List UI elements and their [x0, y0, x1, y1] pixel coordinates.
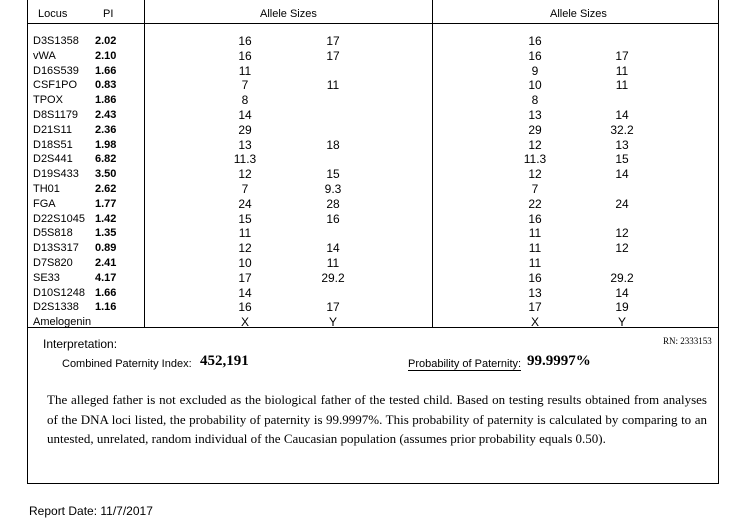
pi-value: 4.17 — [95, 271, 117, 284]
allele-value: 28 — [326, 196, 340, 211]
column-divider-1 — [144, 0, 145, 328]
allele-value: 9.3 — [324, 182, 342, 196]
allele-value: 13 — [528, 108, 542, 122]
allele-value: 12 — [528, 167, 542, 182]
allele-value: 24 — [238, 196, 252, 211]
allele-value: 11 — [238, 226, 252, 241]
allele-value: 12 — [615, 226, 629, 241]
locus-name: TPOX — [33, 94, 63, 107]
allele-value: 15 — [326, 167, 340, 182]
allele-value: 11 — [528, 241, 542, 256]
allele-value: 9 — [531, 63, 539, 78]
locus-name: D10S1248 — [33, 286, 85, 299]
allele-value: 12 — [238, 167, 252, 182]
allele-value: 11 — [326, 78, 340, 93]
locus-name: SE33 — [33, 271, 60, 284]
header-locus: Locus — [38, 8, 68, 20]
allele-value: 11 — [326, 256, 340, 270]
record-number: RN: 2333153 — [663, 336, 712, 346]
allele-value: 11 — [615, 78, 629, 93]
allele-value: 13 — [528, 285, 542, 300]
locus-name: D3S1358 — [33, 35, 79, 47]
allele-value: 7 — [531, 182, 539, 196]
locus-name: D8S1179 — [33, 109, 79, 121]
pi-value: 2.36 — [95, 123, 117, 136]
allele-value: 14 — [238, 108, 252, 122]
allele-value: 22 — [528, 196, 542, 211]
pi-value: 3.50 — [95, 168, 117, 181]
probability-label: Probability of Paternity: — [408, 358, 522, 370]
header-allele-sizes-left: Allele Sizes — [260, 8, 317, 20]
allele-value: 12 — [238, 241, 252, 256]
locus-name: D22S1045 — [33, 212, 85, 225]
locus-name: CSF1PO — [33, 79, 78, 92]
locus-name: D18S51 — [33, 138, 73, 151]
interpretation-paragraph: The alleged father is not excluded as the biological father of the tested child. Based on testing results obtained from analyses of the DNA loci listed, the probability of paternity is 99.9997%. This probability of paternity is calculated by comparing to an untested, unrelated, random individual of the Caucasian population (assumes prior probability equals 0.50). — [47, 392, 707, 446]
locus-name: D7S820 — [33, 257, 73, 269]
allele-value: 14 — [615, 108, 629, 122]
locus-name: vWA — [33, 49, 56, 62]
allele-value: 13 — [615, 137, 629, 152]
allele-value: 18 — [326, 137, 340, 152]
allele-value: 17 — [615, 48, 629, 63]
locus-name: D16S539 — [33, 64, 79, 77]
allele-value: 12 — [528, 137, 542, 152]
allele-value: 16 — [528, 48, 542, 63]
allele-value: 8 — [531, 93, 539, 108]
allele-value: 11 — [238, 63, 252, 78]
pi-value: 2.41 — [95, 257, 117, 269]
allele-value: 8 — [241, 93, 249, 108]
allele-value: 15 — [238, 211, 252, 226]
locus-name: D21S11 — [33, 123, 72, 136]
allele-value: 16 — [238, 34, 252, 48]
column-divider-2 — [432, 0, 433, 328]
allele-value: 10 — [238, 256, 252, 270]
allele-value: 17 — [326, 300, 340, 315]
locus-name: Amelogenin — [33, 316, 92, 329]
pi-value: 1.98 — [95, 138, 117, 151]
pi-value: 1.42 — [95, 212, 117, 225]
pi-value: 2.10 — [95, 49, 117, 62]
pi-value: 2.43 — [95, 109, 117, 121]
allele-value: 16 — [528, 270, 542, 285]
locus-name: D19S433 — [33, 168, 79, 181]
allele-value: 16 — [238, 48, 252, 63]
allele-value: 15 — [615, 152, 629, 167]
allele-value: 14 — [615, 167, 629, 182]
pi-value: 2.62 — [95, 183, 117, 195]
allele-value: 13 — [238, 137, 252, 152]
allele-value: 10 — [528, 78, 542, 93]
allele-value: X — [240, 315, 249, 330]
allele-value: Y — [617, 315, 626, 330]
cpi-label: Combined Paternity Index: — [62, 358, 192, 370]
interpretation-label: Interpretation: — [43, 337, 118, 351]
allele-value: 11.3 — [523, 152, 547, 167]
locus-name: TH01 — [33, 183, 60, 195]
locus-name: D2S441 — [33, 153, 73, 166]
locus-name: FGA — [33, 197, 56, 210]
header-allele-sizes-right: Allele Sizes — [550, 8, 607, 20]
pi-value: 2.02 — [95, 35, 117, 47]
locus-name: D13S317 — [33, 242, 79, 255]
allele-value: 11 — [615, 63, 629, 78]
allele-value: 16 — [528, 211, 542, 226]
allele-value: 19 — [615, 300, 629, 315]
pi-value: 0.89 — [95, 242, 117, 255]
header-bottom-rule — [27, 23, 719, 24]
pi-value: 1.66 — [95, 286, 117, 299]
allele-value: 11.3 — [233, 152, 257, 167]
pi-value: 0.83 — [95, 79, 117, 92]
pi-value: 1.66 — [95, 64, 117, 77]
allele-value: 17 — [326, 48, 340, 63]
allele-value: X — [530, 315, 539, 330]
allele-value: 11 — [528, 256, 542, 270]
allele-value: Y — [328, 315, 337, 330]
allele-value: 16 — [528, 34, 542, 48]
pi-value: 1.16 — [95, 301, 117, 314]
allele-value: 17 — [326, 34, 340, 48]
allele-value: 14 — [326, 241, 340, 256]
allele-value: 29.2 — [610, 270, 634, 285]
allele-value: 17 — [528, 300, 542, 315]
allele-value: 12 — [615, 241, 629, 256]
probability-value: 99.9997% — [527, 353, 591, 369]
allele-value: 14 — [615, 285, 629, 300]
pi-value: 1.77 — [95, 197, 117, 210]
report-date: Report Date: 11/7/2017 — [29, 504, 153, 518]
allele-value: 29 — [528, 122, 542, 137]
pi-value: 1.35 — [95, 227, 117, 240]
allele-value: 14 — [238, 285, 252, 300]
pi-value: 6.82 — [95, 153, 117, 166]
allele-value: 29 — [238, 122, 252, 137]
header-pi: PI — [103, 8, 114, 20]
allele-value: 16 — [326, 211, 340, 226]
allele-value: 24 — [615, 196, 629, 211]
allele-value: 29.2 — [321, 270, 345, 285]
cpi-value: 452,191 — [200, 353, 249, 369]
locus-name: D5S818 — [33, 227, 73, 240]
allele-value: 7 — [241, 182, 249, 196]
allele-value: 16 — [238, 300, 252, 315]
locus-name: D2S1338 — [33, 301, 79, 314]
allele-value: 11 — [528, 226, 542, 241]
allele-value: 32.2 — [610, 122, 634, 137]
allele-value: 7 — [241, 78, 249, 93]
allele-value: 17 — [238, 270, 252, 285]
pi-value: 1.86 — [95, 94, 117, 107]
